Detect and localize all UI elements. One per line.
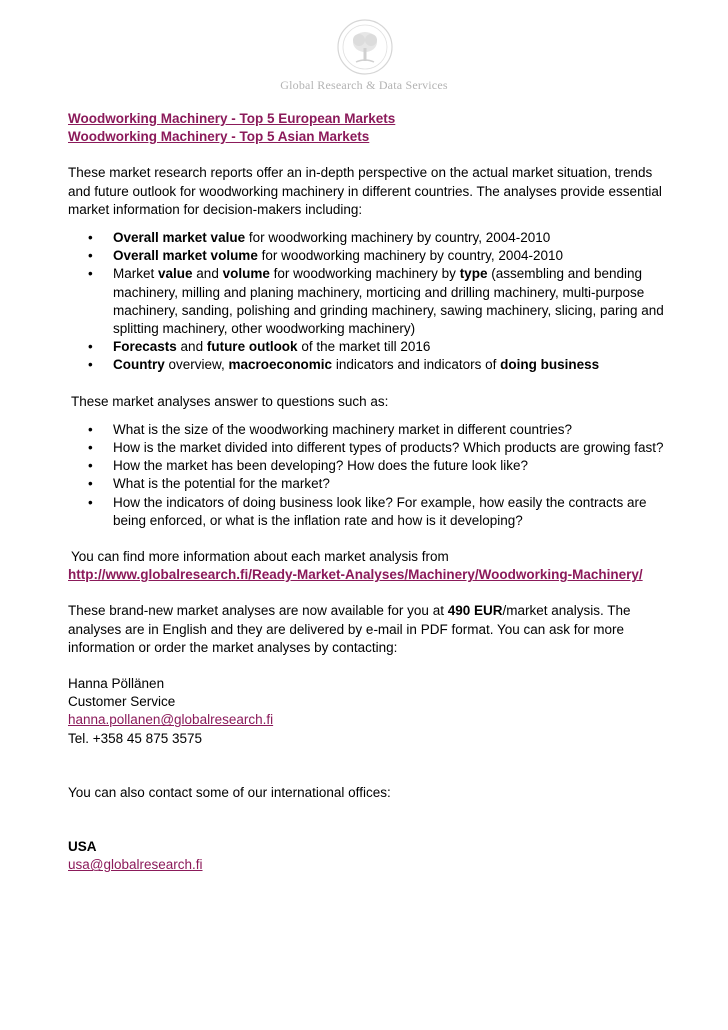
bullet-icon: • <box>88 440 93 456</box>
contact-phone: Tel. +358 45 875 3575 <box>68 730 202 746</box>
list-item: • Forecasts and future outlook of the market till 2016 <box>68 338 668 356</box>
company-name: Global Research & Data Services <box>280 78 448 92</box>
bullet-icon: • <box>88 458 93 474</box>
bullet-icon: • <box>88 421 93 437</box>
bullet-icon: • <box>88 248 93 264</box>
contact-email-link[interactable]: hanna.pollanen@globalresearch.fi <box>68 712 274 728</box>
link-european-markets[interactable]: Woodworking Machinery - Top 5 European Markets <box>68 111 396 126</box>
intro-paragraph: These market research reports offer an in-depth perspective on the actual market situation, trends and future outlook for woodworking machinery in different countries. The analyses provide essential market information for decision-makers including: <box>68 165 662 217</box>
pricing-paragraph: These brand-new market analyses are now available for you at 490 EUR/market analysis. The analyses are in English and they are delivered by e-mail in PDF format. You can ask for more information or order the market analyses by contacting: <box>68 603 631 655</box>
office-country: USA <box>68 839 97 855</box>
tree-seal-icon <box>336 18 394 76</box>
contact-name: Hanna Pöllänen <box>68 676 165 692</box>
list-item: • How the market has been developing? How does the future look like? <box>68 457 668 475</box>
bullet-icon: • <box>88 357 93 373</box>
bullet-icon: • <box>88 339 93 355</box>
list-item: • Overall market value for woodworking machinery by country, 2004-2010 <box>68 229 668 247</box>
contact-role: Customer Service <box>68 694 176 710</box>
offices-intro: You can also contact some of our international offices: <box>68 784 391 800</box>
features-list <box>68 229 668 375</box>
link-asian-markets[interactable]: Woodworking Machinery - Top 5 Asian Markets <box>68 129 370 145</box>
questions-intro: These market analyses answer to questions such as: <box>71 393 389 409</box>
list-item: • How is the market divided into different types of products? Which products are growing fast? <box>68 439 668 457</box>
more-info-text: You can find more information about each market analysis from <box>71 549 449 565</box>
price-value: 490 EUR <box>447 603 503 619</box>
woodworking-machinery-url[interactable]: http://www.globalresearch.fi/Ready-Market-Analyses/Machinery/Woodworking-Machinery/ <box>68 567 643 583</box>
list-item: • What is the size of the woodworking machinery market in different countries? <box>68 421 668 439</box>
office-email-link[interactable]: usa@globalresearch.fi <box>68 857 203 873</box>
list-item: • How the indicators of doing business look like? For example, how easily the contracts are being enforced, or what is the inflation rate and how is it developing? <box>88 494 647 528</box>
bullet-icon: • <box>88 266 93 282</box>
list-item: • What is the potential for the market? <box>68 475 668 493</box>
questions-list <box>68 421 668 530</box>
list-item: • Country overview, macroeconomic indicators and indicators of doing business <box>68 356 668 374</box>
letterhead <box>0 18 728 94</box>
bullet-icon: • <box>88 230 93 246</box>
list-item: • Overall market volume for woodworking machinery by country, 2004-2010 <box>68 247 668 265</box>
document-body <box>68 110 668 875</box>
bullet-icon: • <box>88 476 93 492</box>
bullet-icon: • <box>88 494 93 510</box>
list-item: • Market value and volume for woodworking machinery by type (assembling and bending machinery, milling and planing machinery, morticing and drilling machinery, multi-purpose machinery, sanding, polishing and grinding machinery, sawing machinery, slicing, paring and splitting machinery, other woodworking machinery) <box>88 266 664 337</box>
